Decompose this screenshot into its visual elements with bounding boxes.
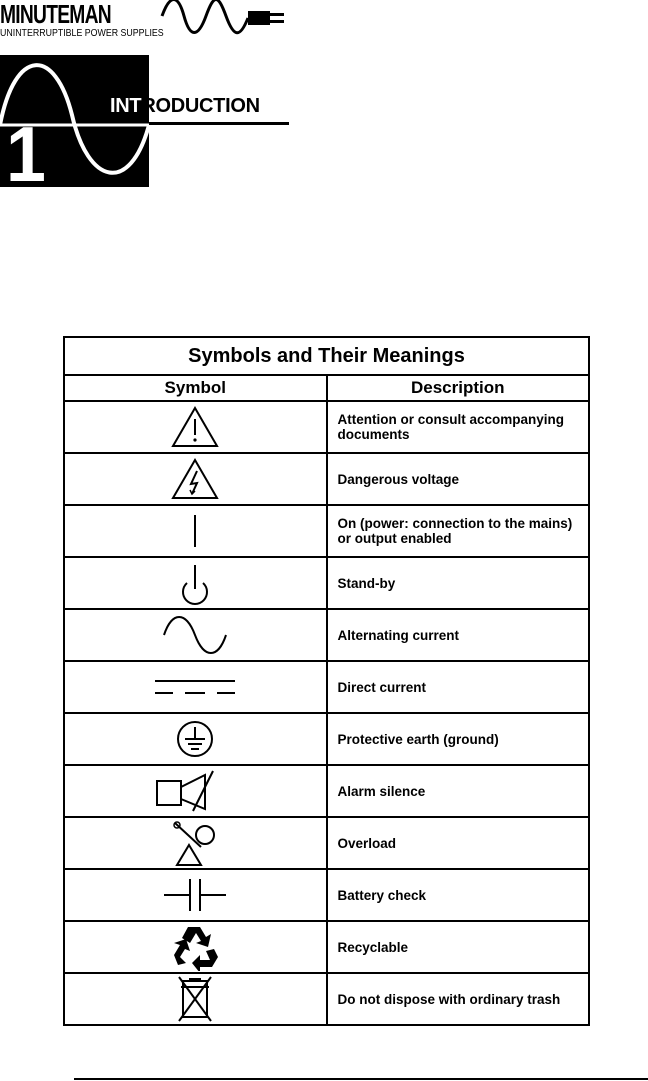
chapter-number: 1 xyxy=(6,110,46,198)
table-row xyxy=(64,505,589,557)
row-description: Recyclable xyxy=(327,921,590,973)
standby-icon xyxy=(175,561,215,605)
table-title: Symbols and Their Meanings xyxy=(64,337,589,375)
table-row xyxy=(64,661,589,713)
chapter-title xyxy=(110,94,260,118)
row-description: Alarm silence xyxy=(327,765,590,817)
attention-triangle-icon xyxy=(170,405,220,449)
row-description: Protective earth (ground) xyxy=(327,713,590,765)
table-row xyxy=(64,713,589,765)
battery-check-icon xyxy=(160,875,230,915)
row-description: Alternating current xyxy=(327,609,590,661)
alarm-silence-icon xyxy=(153,769,237,813)
symbol-column-header: Symbol xyxy=(64,375,327,401)
logo-tagline: UNINTERRUPTIBLE POWER SUPPLIES xyxy=(0,27,164,39)
overload-icon xyxy=(165,819,225,867)
no-trash-icon xyxy=(173,975,217,1023)
table-row xyxy=(64,817,589,869)
table-row xyxy=(64,973,589,1025)
recyclable-icon xyxy=(170,923,220,971)
table-row xyxy=(64,869,589,921)
row-description: Stand-by xyxy=(327,557,590,609)
chapter-badge xyxy=(0,55,149,198)
row-description: Battery check xyxy=(327,869,590,921)
chapter-title-rest: RODUCTION xyxy=(141,95,260,117)
table-row xyxy=(64,609,589,661)
minuteman-logo xyxy=(0,0,300,44)
chapter-title-lead: INT xyxy=(110,95,142,117)
symbols-table xyxy=(63,336,590,1026)
direct-current-icon xyxy=(153,675,237,699)
dangerous-voltage-icon xyxy=(170,457,220,501)
power-plug-wave-icon xyxy=(160,0,290,36)
description-column-header: Description xyxy=(327,375,590,401)
table-row xyxy=(64,401,589,453)
chapter-title-underline xyxy=(149,122,289,125)
row-description: On (power: connection to the mains) or output enabled xyxy=(327,505,590,557)
row-description: Attention or consult accompanying documents xyxy=(327,401,590,453)
table-row xyxy=(64,557,589,609)
row-description: Direct current xyxy=(327,661,590,713)
row-description: Overload xyxy=(327,817,590,869)
alternating-current-icon xyxy=(160,613,230,657)
logo-brand: MINUTEMAN xyxy=(0,0,111,29)
row-description: Do not dispose with ordinary trash xyxy=(327,973,590,1025)
table-row xyxy=(64,453,589,505)
protective-earth-icon xyxy=(173,717,217,761)
footer-rule xyxy=(74,1078,648,1080)
table-row xyxy=(64,921,589,973)
row-description: Dangerous voltage xyxy=(327,453,590,505)
table-row xyxy=(64,765,589,817)
power-on-icon xyxy=(185,511,205,551)
